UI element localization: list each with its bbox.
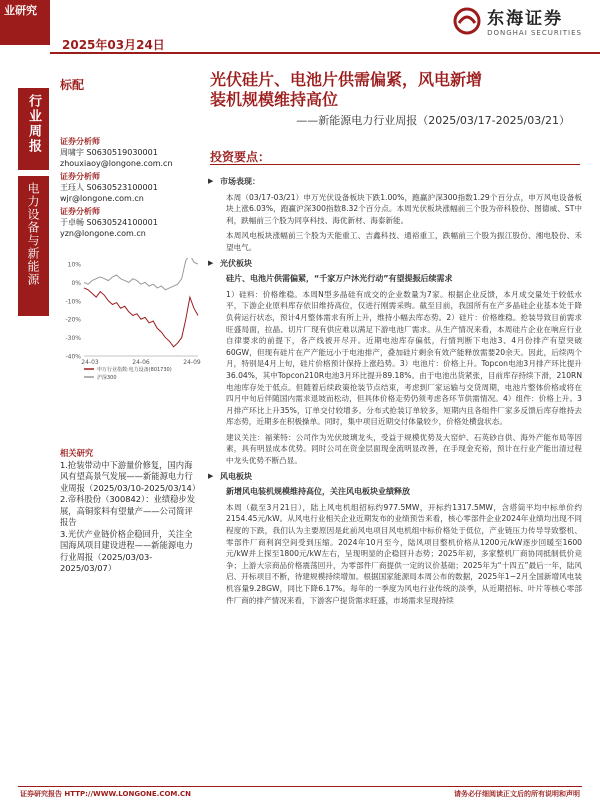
related-research [60,448,200,575]
report-type-tab [0,0,50,45]
x-tick-label: 24-09 [183,359,201,366]
y-tick-label: 0% [71,279,81,287]
series-line [84,258,198,290]
x-tick-label: 24-06 [132,359,150,366]
rating: 标配 [60,78,85,92]
section-heading-pv: ▶ 光伏板块 [220,258,582,270]
analyst-email[interactable]: wjr@longone.com.cn [60,194,144,203]
logo-chinese-name: 东海证券 [487,9,564,29]
analyst-name: 周啸宇 S0630519030001 [60,148,158,157]
legend-label: 申万行业指数:电力设备(801730) [97,367,172,373]
related-heading: 相关研究 [60,448,94,458]
section-heading-market: ▶ 市场表现： [220,176,582,188]
report-subtitle: ——新能源电力行业周报（2025/03/17-2025/03/21） [296,114,570,127]
analyst-heading: 证券分析师 [60,137,100,146]
related-item[interactable]: 1.抢装带动中下游量价修复，国内海风有望高景气发展——新能源电力行业周报（2025/03/10-2025/03/14） [60,459,201,493]
series-line [84,288,198,347]
y-tick-label: -40% [65,353,81,361]
logo-english-name: DONGHAI SECURITIES [487,29,582,37]
subheading-pv: 硅片、电池片供需偏紧，“千家万户沐光行动”有望提振后续需求 [226,274,453,284]
related-item[interactable]: 3.光伏产业链价格企稳回升，关注全国海风项目建设进程——新能源电力行业周报（2025/03/03-2025/03/07） [60,528,193,573]
paragraph: 本周（截至3月21日），陆上风电机组招标约977.5MW，开标约1317.5MW，含塔筒平均中标单价约2154.45元/kW。从风电行业相关企业近期发布的业绩预告来看，核心零部件企业2024年业绩均出现不同程度的下跌，我们认为主要原因是此前风电项目风电机组中标价格处于低位，产业链压力传导导致整机、零部件厂商利润空间受到压缩。2024年10月至今，陆风项目整机价格从1200元/kW逐步回暖至1600元/kW并上探至1800元/kW左右，呈现明显的企稳回升态势；2025年初，多家整机厂商协同抵制低价竞争；上游大宗商品价格震荡回升，为零部件厂商提供一定的议价基础；2025年为“十四五”最后一年，陆风启、开标项目不断，待建规模持续增加。根据国家能源局本周公布的数据，2025年1~2月全国新增风电装机容量9.28GW，同比下降6.17%。每年的一季度为风电行业传统的淡季，从近期招标、叶片等核心零部件厂商的排产情况来看，下游客户提货需求旺盛，市场需求呈现持续 [226,502,582,605]
related-item[interactable]: 2.帝科股份（300842）：业绩稳步发展，高铜浆料有望量产——公司简评报告 [60,494,196,527]
sidebar [18,88,48,316]
header-divider [50,52,600,54]
y-tick-label: 10% [67,261,81,269]
sidebar-report-type: 行业周报 [18,88,49,170]
brand-logo [453,4,582,37]
main-body [210,172,582,610]
report-title-line2: 装机规模维持高位 [210,90,339,109]
donghai-logo-icon [453,7,481,35]
footer-disclaimer: 请务必仔细阅读正文后的所有说明和声明 [454,790,580,798]
analyst-column [60,80,205,239]
analyst-email[interactable]: yzn@longone.com.cn [60,229,146,238]
legend-label: 沪深300 [97,375,117,381]
y-tick-label: -30% [65,335,81,343]
footer-left[interactable]: 证券研究报告 HTTP://WWW.LONGONE.COM.CN [20,790,192,798]
report-date: 2025年03月24日 [62,38,165,52]
y-tick-label: -10% [65,298,81,306]
analyst-heading: 证券分析师 [60,207,100,216]
invest-heading: 投资要点： [210,150,271,164]
report-title-line1: 光伏硅片、电池片供需偏紧，风电新增 [210,70,483,89]
y-tick-label: -20% [65,316,81,324]
analyst-email[interactable]: zhouxiaoy@longone.com.cn [60,159,173,168]
section-heading-wind: ▶ 风电板块 [220,471,582,483]
invest-divider [210,164,580,165]
footer-divider [18,786,582,787]
analyst-heading: 证券分析师 [60,172,100,181]
analyst-name: 于卓畅 S0630524100001 [60,218,158,227]
analyst-name: 王珏人 S0630523100001 [60,183,158,192]
chart-svg [60,258,202,388]
report-type-label: 业研究 [4,4,37,17]
paragraph: 本周风电板块涨幅前三个股为天能重工、吉鑫科技、通裕重工，跌幅前三个股为振江股份、湘电股份、禾望电气。 [226,231,582,252]
paragraph: 1）硅料：价格维稳。本周N型多晶硅有成交的企业数量为7家。根据企业反馈，本月成交量处于较低水平，下游企业原料库存依旧维持高位，仅进行刚需采购。截至目前，我国所有在产多晶硅企业基本处于降负荷运行状态，预计4月整体需求有所上升，维持小幅去库态势。2）硅片：价格维稳。抢装导致目前需求旺盛局面，拉晶、切片厂现有供应难以满足下游电池厂需求。从生产情况来看，本周硅片企业在响应行业自律要求的前提下，各产线被开尽开。近期电池库存偏低，行情判断下电池3、4月份排产有望突破60GW，但现有硅片在产产能远小于电池排产，叠加硅片剩余有效产能释放需要20余天。因此，后续两个月，特别是4月上旬，硅片价格预计保持上涨趋势。3）电池片：价格上升。Topcon电池3月排产环比提升36.04%，其中Topcon210R电池3月环比提升89.18%。由于电池出货紧张，目前库存持续下滑，210RN电池库存处于低点。但随着后续政策抢装节点结束，考虑到厂家运输与交货周期，电池片整体价格或将在四月中旬后伴随国内需求退坡而松动，但具体价格走势仍须考虑各环节供需情况。4）组件：价格上升。3月排产环比上升35%，订单交付较增多。分布式抢装订单较多，短期内且各组件厂家多反馈后库存维持去库态势，近期多在积极操单。同时，集中项目近期交付体量较少，价格处横盘状态。 [226,289,582,427]
sidebar-industry: 电力设备与新能源 [18,176,49,316]
paragraph: 本周（03/17-03/21）申万光伏设备板块下跌1.00%，跑赢沪深300指数1.29个百分点，申万风电设备板块上涨6.03%，跑赢沪深300指数8.32个百分点。本周光伏板块涨幅前三个股为帝科股份、图德威、ST中利，跌幅前三个股为同享科技、海优新材、海泰新能。 [226,192,582,225]
paragraph: 建议关注：福莱特：公司作为光伏玻璃龙头，受益于规模优势及大窑炉、石英砂自供、海外产能布局等因素，具有明显成本优势。同时公司在资金层面现金流明显改善，在手现金充裕，预计在行业产能出清过程中龙头优势不断凸显。 [226,432,582,466]
analyst-block [60,136,205,239]
report-title-block [210,70,580,128]
x-tick-label: 24-03 [81,359,99,366]
index-performance-chart [60,258,202,388]
subheading-wind: 新增风电装机规模维持高位，关注风电板块业绩释放 [226,487,410,497]
